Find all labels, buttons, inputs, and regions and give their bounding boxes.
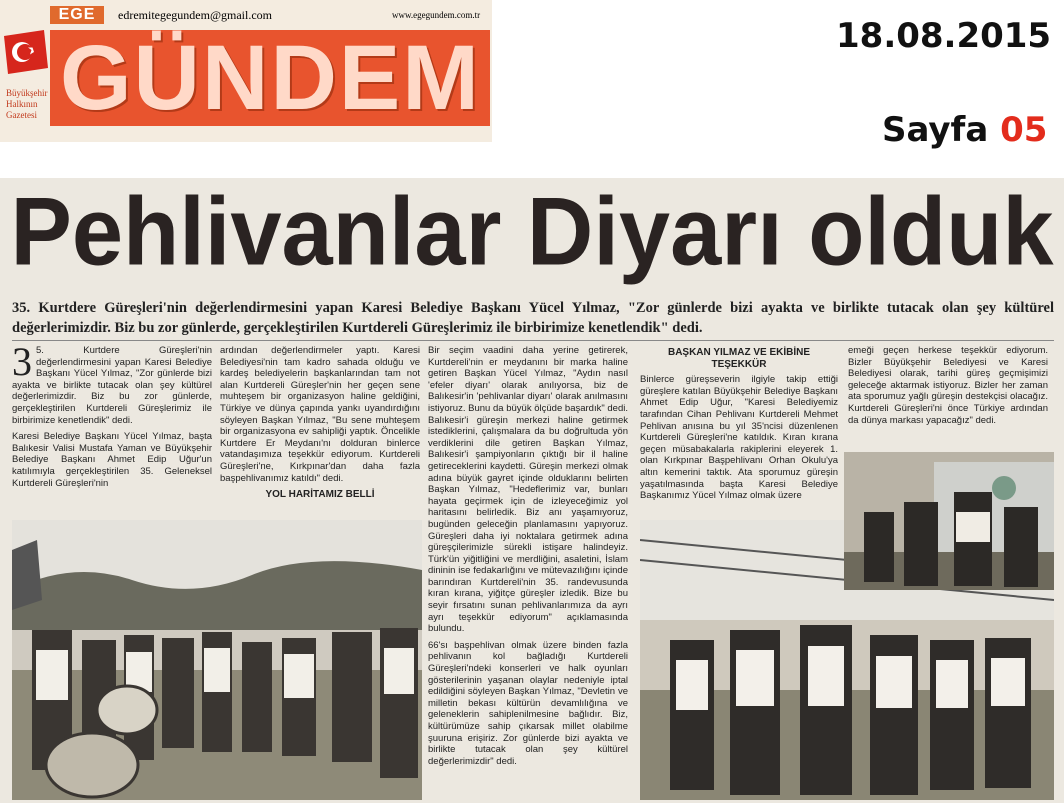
article-column-1 [12, 345, 212, 513]
turkish-flag-icon [2, 28, 50, 78]
masthead-brand: GÜNDEM [60, 27, 481, 129]
section-subhead: BAŞKAN YILMAZ VE EKİBİNE TEŞEKKÜR [667, 347, 811, 370]
drop-cap: 3 [12, 345, 32, 384]
festival-crowd-photo [12, 520, 422, 800]
award-ceremony-photo [844, 452, 1054, 590]
paragraph: ardından değerlendirmeler yaptı. Karesi Belediyesi'nin tam kadro sahada olduğu ve kardeş belediyelerin başkanlarından tam not alan Kurtdereli Güreşler'nin her geçen sene muhteşem bir organizasyon haline geldiğini, Türkiye ve dünya çapında yankı uyandırdığını söyleyen Başkan Yılmaz, "Bu sene muhteşem bir organizasyona ev sahipliği yaptık. Öncelikle Kurtdere Er Meydanı'nı dolduran binlerce vatandaşımıza teşekkür ediyorum. Kurtdereli Güreşleri'ne, Kırkpınar'dan daha fazla başpehlivanımız katıldı" dedi. [220, 345, 420, 484]
article-column-2 [220, 345, 420, 515]
paragraph: Bir seçim vaadini daha yerine getirerek, Kurtdereli'nin er meydanını bir marka haline getiren Başkan Yücel Yılmaz, "Aydın nasıl 'efeler diyarı' olarak anılıyorsa, biz de Balıkesir'in 'pehlivanlar diyarı' olarak anılmasını istiyoruz. Bunu da büyük ölçüde başardık" dedi. Balıkesir'i güreşin merkezi haline getirmek istediklerini, çalışmalara da bu doğrultuda yön verdiklerini dile getiren Başkan Yılmaz, Balıkesir'i şampiyonların çıktığı bir il haline getireceklerini kaydetti. Güreşin merkezi olmak adına büyük gayret içinde olduklarını belirten Başkan Yılmaz, "Hedeflerimiz var, bunları hayata geçirmek için de izleyeceğimiz yol haritasını belirledik. Biz anı yaşamıyoruz, bugünden geleceğin planlamasını yapıyoruz. Güreşleri daha iyi noktalara getirmek adına güreşçilerimizle sürekli istişare halindeyiz. Türk'ün yiğitliğini ve merdliğini, asaletini, İslam dininin ise fedakarlığını ve mütevazılığını içinde barındıran Kurtdereli'nin 35. randevusunda kıran kırana, yiğitçe güreşler izledik. Bize bu seyir fırsatını sunan pehlivanlarımıza da ayrı ayrı teşekkür ediyorum" açıklamasında bulundu. [428, 345, 628, 635]
page-indicator [882, 110, 1047, 150]
paragraph: 66'sı başpehlivan olmak üzere binden fazla pehlivanın kol bağladığı Kurtdereli Güreşleri'ndeki konserleri ve halk oyunları gösterilerinin yaşanan olaylar nedeniyle iptal edildiğini söyleyen Başkan Yılmaz, "Devletin ve milletin bekası kültürün devamlılığına ve geleneklerin sahiplenilmesine bağlıdır. Biz, kültürümüze sahip çıkarsak millet olabilme şuuruna erişiriz. Zor günlerde bizi ayakta ve birlikte tutacak olan şey kültürel değerlerimizdir" dedi. [428, 639, 628, 767]
article-column-3 [428, 345, 628, 800]
page-label: Sayfa [882, 110, 989, 150]
page-number: 05 [1000, 110, 1048, 150]
masthead-tagline-line: Halkının [6, 99, 38, 109]
article-column-4 [640, 345, 838, 517]
paragraph: Karesi Belediye Başkanı Yücel Yılmaz, başta Balıkesir Valisi Mustafa Yaman ve Büyükşehir Belediye Başkanı Ahmet Edip Uğur'un katılımıyla gerçekleştirilen 35. Geleneksel Kurtdereli Güreşleri'nin [12, 431, 212, 489]
masthead-email: edremitegegundem@gmail.com [118, 8, 273, 22]
masthead [0, 0, 492, 142]
masthead-tagline-line: Büyükşehir [6, 88, 48, 98]
article-headline: Pehlivanlar Diyarı olduk [10, 178, 1054, 286]
article-column-5 [848, 345, 1048, 440]
masthead-brand-small: EGE [50, 6, 104, 24]
paragraph: emeği geçen herkese teşekkür ediyorum. Bizler Büyükşehir Belediyesi ve Karesi Belediyesi olarak, tarihi güreş geçmişimizi geleceğe aktarmak istiyoruz. Bizler her zaman ata sporumuz yağlı güreşin destekçisi olacağız. Kurtdereli Güreşleri'ni önce Türkiye ardından da dünya markası yapacağız" dedi. [848, 345, 1048, 426]
paragraph: 5. Kurtdere Güreşleri'nin değerlendirmesini yapan Karesi Belediye Başkanı Yücel Yılmaz, "Zor günlerde bizi ayakta ve birlikte tutacak olan şey kültürel değerlerimizdir. Biz bu zor günlerde, gerçekleştirilen Kurtdereli Güreşlerimiz ile birbirimize kenetlendik" dedi. [12, 345, 212, 426]
masthead-website: www.egegundem.com.tr [392, 10, 481, 20]
divider [12, 340, 1054, 341]
paragraph: Binlerce güreşseverin ilgiyle takip ettiği güreşlere katılan Büyükşehir Belediye Başkanı Ahmet Edip Uğur, "Karesi Belediyemiz tarafından Cihan Pehlivanı Kurtdereli Mehmet Pehlivan anısına bu yıl 35'ncisi düzenlenen Kurtdereli Güreşleri'ne katıldık. Kıran kırana geçen müsabakalarla rakiplerini eleyerek 1. olan Kırkpınar Başpehlivanı Orhan Okulu'ya altın kemerini taktık. Ata sporumuz güreşin yaşatılmasında başta Karesi Belediye Başkanımız Yücel Yılmaz olmak üzere [640, 374, 838, 502]
masthead-tagline [6, 88, 66, 121]
publication-date: 18.08.2015 [836, 16, 1052, 56]
section-subhead: YOL HARİTAMIZ BELLİ [265, 489, 375, 501]
article-spot: 35. Kurtdere Güreşleri'nin değerlendirmesini yapan Karesi Belediye Başkanı Yücel Yılmaz, "Zor günlerde bizi ayakta ve birlikte tutacak olan şey kültürel değerlerimizdir. Biz bu zor günlerde, gerçekleştirilen Kurtdereli Güreşlerimiz ile birbirimize kenetlendik" dedi. [12, 300, 1054, 336]
masthead-tagline-line: Gazetesi [6, 110, 37, 120]
